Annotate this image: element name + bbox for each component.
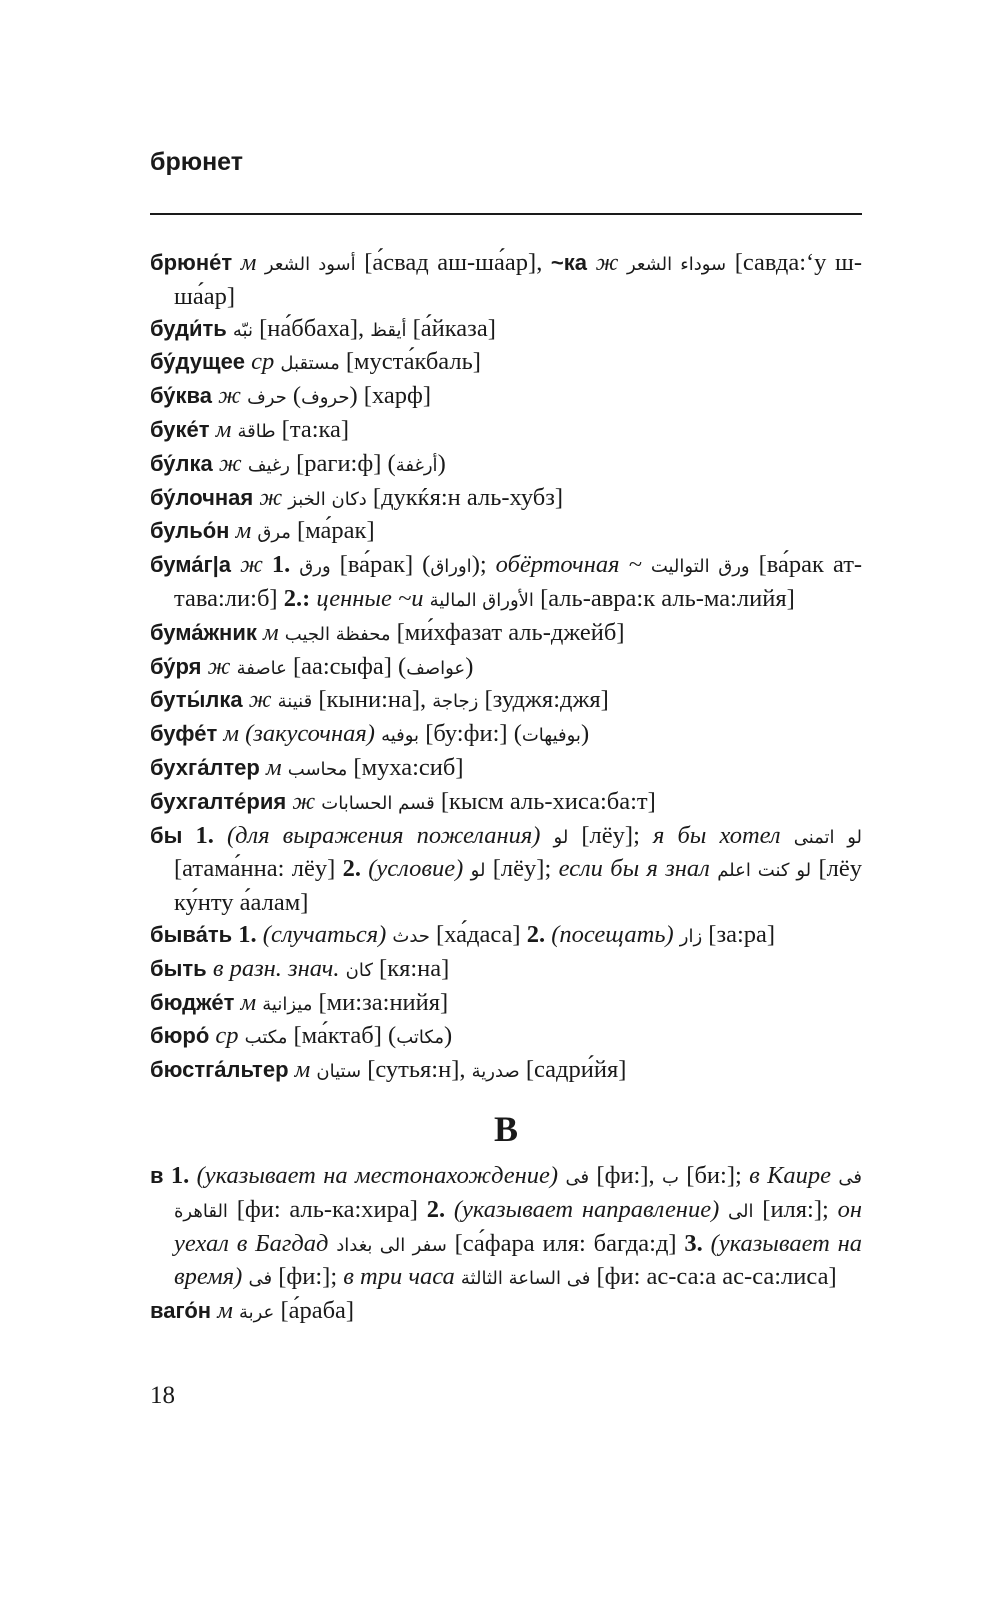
entry-text: [би:]; bbox=[678, 1162, 750, 1189]
arabic-text: مكتب bbox=[244, 1027, 288, 1049]
usage-note: в три часа bbox=[343, 1263, 455, 1291]
entry-text bbox=[463, 855, 470, 882]
dictionary-entry bbox=[150, 752, 862, 786]
arabic-text: لو bbox=[470, 860, 486, 882]
arabic-text: الى bbox=[728, 1200, 754, 1222]
grammar-label: м bbox=[263, 618, 279, 646]
headword: бу́лка bbox=[150, 450, 213, 476]
arabic-text: عاصفة bbox=[236, 657, 287, 679]
dictionary-entry bbox=[150, 346, 862, 380]
grammar-label: м bbox=[266, 753, 282, 781]
headword: бухга́лтер bbox=[150, 754, 260, 780]
grammar-label: м bbox=[215, 415, 232, 443]
entry-text: [ва́рак ат-тава:ли:б] bbox=[174, 551, 863, 612]
page-number: 18 bbox=[150, 1382, 175, 1409]
dictionary-entry bbox=[150, 482, 862, 516]
sense-number: 2. bbox=[426, 1195, 446, 1223]
sense-number: 2. bbox=[526, 920, 546, 948]
grammar-label: ж bbox=[595, 249, 619, 276]
arabic-text: حروف bbox=[301, 387, 350, 409]
arabic-text: زجاجة bbox=[432, 691, 479, 713]
arabic-text: مرق bbox=[257, 522, 291, 544]
arabic-text: سفر الى بغداد bbox=[336, 1234, 447, 1256]
arabic-text: لو كنت اعلم bbox=[717, 860, 812, 882]
entry-text bbox=[164, 1162, 171, 1189]
entry-text: [лёу ку́нту а́алам] bbox=[174, 855, 863, 917]
entry-text bbox=[189, 1162, 196, 1189]
headword: бюдже́т bbox=[150, 989, 235, 1015]
headword: в bbox=[150, 1163, 164, 1188]
dictionary-entry bbox=[150, 515, 862, 549]
dictionary-entry bbox=[150, 380, 862, 414]
entry-text: [иля:]; bbox=[753, 1195, 838, 1223]
headword: бухгалте́рия bbox=[150, 788, 287, 814]
dictionary-entry bbox=[150, 247, 862, 313]
dictionary-entry bbox=[150, 820, 862, 919]
arabic-text: حدث bbox=[392, 925, 430, 947]
headword: бы bbox=[150, 822, 183, 848]
arabic-text: بوفيهات bbox=[521, 725, 581, 747]
sense-number: 1. bbox=[170, 1162, 190, 1189]
arabic-text: أرغفة bbox=[395, 454, 438, 476]
grammar-label: м bbox=[235, 517, 252, 545]
entry-text: ) bbox=[437, 449, 446, 477]
arabic-text: فى bbox=[248, 1268, 273, 1290]
headword: буди́ть bbox=[150, 315, 227, 341]
entry-text: [фи:]; bbox=[272, 1263, 344, 1291]
grammar-label: ж bbox=[248, 686, 272, 714]
dictionary-entry bbox=[150, 549, 862, 617]
grammar-label: ср bbox=[215, 1022, 239, 1050]
entry-text: [ми́хфазат аль-джейб] bbox=[390, 618, 625, 646]
grammar-label: м bbox=[223, 720, 239, 748]
entry-text bbox=[214, 822, 227, 849]
arabic-text: زار bbox=[679, 925, 703, 947]
sense-number: 3. bbox=[684, 1229, 703, 1257]
grammar-label: м bbox=[217, 1297, 233, 1325]
grammar-label: ж bbox=[207, 652, 231, 680]
usage-note: (указывает на местонахождение) bbox=[196, 1162, 559, 1189]
entry-text: [сутья:н], bbox=[361, 1056, 472, 1084]
headword: бума́г|а bbox=[150, 552, 232, 578]
sense-number: 2.: bbox=[283, 584, 311, 612]
arabic-text: اوراق bbox=[430, 556, 472, 578]
entry-text: [ха́даса] bbox=[429, 920, 527, 948]
entry-text: [ва́рак] ( bbox=[330, 551, 431, 579]
entry-text bbox=[445, 1196, 454, 1223]
entry-text bbox=[587, 249, 596, 276]
headword: бюро́ bbox=[150, 1023, 210, 1049]
entry-text bbox=[719, 1196, 728, 1223]
grammar-label: ж bbox=[292, 787, 316, 815]
entry-text: [муха:сиб] bbox=[347, 753, 464, 781]
arabic-text: عواصف bbox=[406, 657, 466, 679]
entry-text: [муста́кбаль] bbox=[339, 348, 481, 376]
entry-text bbox=[182, 822, 195, 849]
arabic-text: ميزانية bbox=[262, 993, 313, 1015]
entry-text: ) bbox=[443, 1022, 453, 1050]
arabic-text: نبّه bbox=[232, 319, 253, 341]
headword: бума́жник bbox=[150, 619, 257, 645]
entry-text: [лёу]; bbox=[485, 855, 559, 883]
headword: брюне́т bbox=[150, 250, 233, 275]
dictionary-entry bbox=[150, 987, 862, 1021]
headword: буфе́т bbox=[150, 721, 218, 747]
entry-text: [ма́рак] bbox=[290, 517, 375, 545]
entry-text: [раги:ф] ( bbox=[289, 449, 396, 477]
arabic-text: مستقبل bbox=[280, 353, 340, 375]
usage-note: (посещать) bbox=[551, 920, 674, 948]
arabic-text: محاسب bbox=[287, 758, 348, 780]
entries-before-list bbox=[150, 247, 862, 1088]
arabic-text: ورق bbox=[299, 556, 331, 578]
headword: бу́ква bbox=[150, 383, 213, 409]
sense-number: 1. bbox=[238, 920, 257, 948]
arabic-text: لو اتمنى bbox=[793, 826, 863, 848]
arabic-text: أيقظ bbox=[370, 319, 407, 341]
arabic-text: لو bbox=[553, 826, 569, 848]
entry-text bbox=[263, 551, 272, 578]
arabic-text: قنينة bbox=[277, 691, 313, 713]
entry-text bbox=[781, 822, 794, 849]
entry-text: [дукќя:н аль-хубз] bbox=[366, 483, 564, 511]
arabic-text: سوداء الشعر bbox=[626, 254, 727, 275]
entry-text: [кя:на] bbox=[372, 954, 450, 982]
entry-text: [на́ббаха], bbox=[253, 314, 371, 342]
entry-text bbox=[290, 551, 299, 578]
dictionary-entry bbox=[150, 414, 862, 448]
entry-text: [ми:за:нийя] bbox=[312, 988, 449, 1016]
arabic-text: أسود الشعر bbox=[264, 254, 356, 275]
dictionary-entry bbox=[150, 448, 862, 482]
arabic-text: مكاتب bbox=[396, 1027, 444, 1049]
entry-text: [бу:фи:] ( bbox=[419, 720, 522, 748]
dictionary-entry bbox=[150, 313, 862, 347]
arabic-text: رغيف bbox=[247, 454, 290, 476]
usage-note: (указывает направление) bbox=[453, 1195, 720, 1223]
entry-text: [за:ра] bbox=[702, 920, 776, 948]
dictionary-entry bbox=[150, 617, 862, 651]
entry-text: [кыни:на], bbox=[312, 686, 433, 714]
usage-note: в разн. знач. bbox=[212, 954, 340, 982]
grammar-label: ж bbox=[218, 382, 241, 410]
headword: ваго́н bbox=[150, 1298, 212, 1324]
headword: бу́лочная bbox=[150, 484, 254, 510]
usage-note: в Каире bbox=[749, 1162, 832, 1189]
arabic-text: ورق التواليت bbox=[650, 556, 750, 578]
entry-text: [ма́ктаб] ( bbox=[287, 1022, 397, 1050]
entry-text: ) [харф] bbox=[349, 382, 432, 410]
entry-text: [са́фара иля: багда:д] bbox=[446, 1229, 685, 1257]
usage-note: (условие) bbox=[368, 855, 464, 883]
entry-text: [а́свад аш-ша́ар], bbox=[355, 249, 551, 276]
arabic-text: قسم الحسابات bbox=[321, 792, 435, 814]
headword: буты́лка bbox=[150, 687, 243, 713]
arabic-text: دكان الخبز bbox=[288, 488, 367, 510]
usage-note: ценные ~и bbox=[316, 584, 424, 612]
entry-text bbox=[256, 249, 265, 276]
dictionary-entry bbox=[150, 651, 862, 685]
sense-number: 1. bbox=[271, 551, 291, 579]
entry-text bbox=[642, 551, 651, 578]
entry-text: [садри́йя] bbox=[519, 1056, 627, 1084]
headword: бу́ря bbox=[150, 653, 202, 679]
entry-text: ) bbox=[465, 652, 474, 680]
grammar-label: м bbox=[240, 988, 257, 1016]
arabic-text: فى القاهرة bbox=[174, 1167, 863, 1222]
entry-text: [аа:сыфа] ( bbox=[286, 652, 407, 680]
usage-note: обёрточная ~ bbox=[495, 551, 642, 579]
grammar-label: ж bbox=[259, 483, 283, 511]
entry-text bbox=[703, 1230, 711, 1257]
headword: ~ка bbox=[550, 250, 587, 275]
dictionary-entry bbox=[150, 953, 862, 987]
sense-number: 1. bbox=[195, 821, 214, 849]
entry-text: [фи: аль-ка:хира] bbox=[227, 1195, 427, 1223]
entry-text: [савда:‘у ш-ша́ар] bbox=[174, 249, 863, 310]
entry-text: [зуджя:джя] bbox=[478, 686, 609, 714]
usage-note: (закусочная) bbox=[245, 720, 375, 748]
arabic-text: صدرية bbox=[471, 1061, 520, 1083]
usage-note: он уехал в Багдад bbox=[174, 1195, 862, 1257]
sense-number: 2. bbox=[342, 855, 361, 883]
dictionary-entry bbox=[150, 718, 862, 752]
entry-text: ); bbox=[471, 551, 496, 579]
usage-note: я бы хотел bbox=[652, 821, 781, 849]
arabic-text: الأوراق المالية bbox=[429, 589, 534, 611]
dictionary-entry bbox=[150, 1020, 862, 1054]
entry-text bbox=[618, 249, 627, 276]
entry-text: [фи:], bbox=[589, 1162, 662, 1189]
grammar-label: ж bbox=[218, 449, 242, 477]
arabic-text: ب bbox=[662, 1167, 679, 1188]
entry-text bbox=[232, 249, 241, 276]
entries-after-list bbox=[150, 1160, 862, 1329]
header-rule bbox=[150, 213, 862, 215]
arabic-text: طاقة bbox=[237, 420, 276, 442]
dictionary-entry bbox=[150, 786, 862, 820]
headword: бульо́н bbox=[150, 518, 230, 544]
dictionary-entry bbox=[150, 1160, 862, 1295]
headword: быва́ть bbox=[150, 921, 233, 947]
grammar-label: м bbox=[240, 249, 257, 276]
headword: бюстга́льтер bbox=[150, 1057, 289, 1083]
arabic-text: فى الساعة الثالثة bbox=[460, 1268, 591, 1290]
usage-note: (для выражения пожелания) bbox=[226, 821, 541, 849]
grammar-label: ср bbox=[251, 348, 275, 376]
arabic-text: محفظة الجيب bbox=[284, 623, 391, 645]
entry-text: [аль-авра:к аль-ма:лийя] bbox=[533, 584, 795, 612]
dictionary-entry bbox=[150, 919, 862, 953]
entry-text: [фи: ас-са:а ас-са:лиса] bbox=[590, 1263, 837, 1291]
entry-text bbox=[231, 551, 240, 578]
entry-text bbox=[540, 822, 553, 849]
headword: буке́т bbox=[150, 416, 210, 442]
usage-note: если бы я знал bbox=[558, 855, 710, 883]
entry-text: [та:ка] bbox=[275, 415, 350, 443]
dictionary-entry bbox=[150, 1295, 862, 1329]
entry-text: ( bbox=[286, 382, 302, 410]
headword: быть bbox=[150, 955, 207, 981]
running-head: брюнет bbox=[150, 148, 243, 176]
arabic-text: بوفيه bbox=[381, 725, 420, 747]
arabic-text: ستيان bbox=[316, 1061, 362, 1083]
dictionary-entry bbox=[150, 1054, 862, 1088]
grammar-label: м bbox=[294, 1056, 311, 1084]
dictionary-entry bbox=[150, 684, 862, 718]
entry-text: [лёу]; bbox=[568, 821, 653, 849]
arabic-text: كان bbox=[345, 959, 373, 981]
entry-text: [а́йказа] bbox=[406, 314, 496, 342]
entry-text: [кысм аль-хиса:ба:т] bbox=[434, 787, 656, 815]
entry-text: [а́раба] bbox=[274, 1297, 355, 1325]
arabic-text: فى bbox=[565, 1167, 590, 1188]
arabic-text: عربة bbox=[238, 1302, 275, 1324]
entry-text: ) bbox=[580, 720, 590, 748]
arabic-text: حرف bbox=[247, 387, 287, 409]
usage-note: (указывает на время) bbox=[174, 1229, 863, 1291]
usage-note: (случаться) bbox=[262, 920, 387, 948]
section-letter: В bbox=[493, 1109, 518, 1149]
entry-text: [атама́нна: лёу] bbox=[174, 855, 343, 883]
grammar-label: ж bbox=[240, 551, 263, 579]
headword: бу́дущее bbox=[150, 349, 246, 375]
